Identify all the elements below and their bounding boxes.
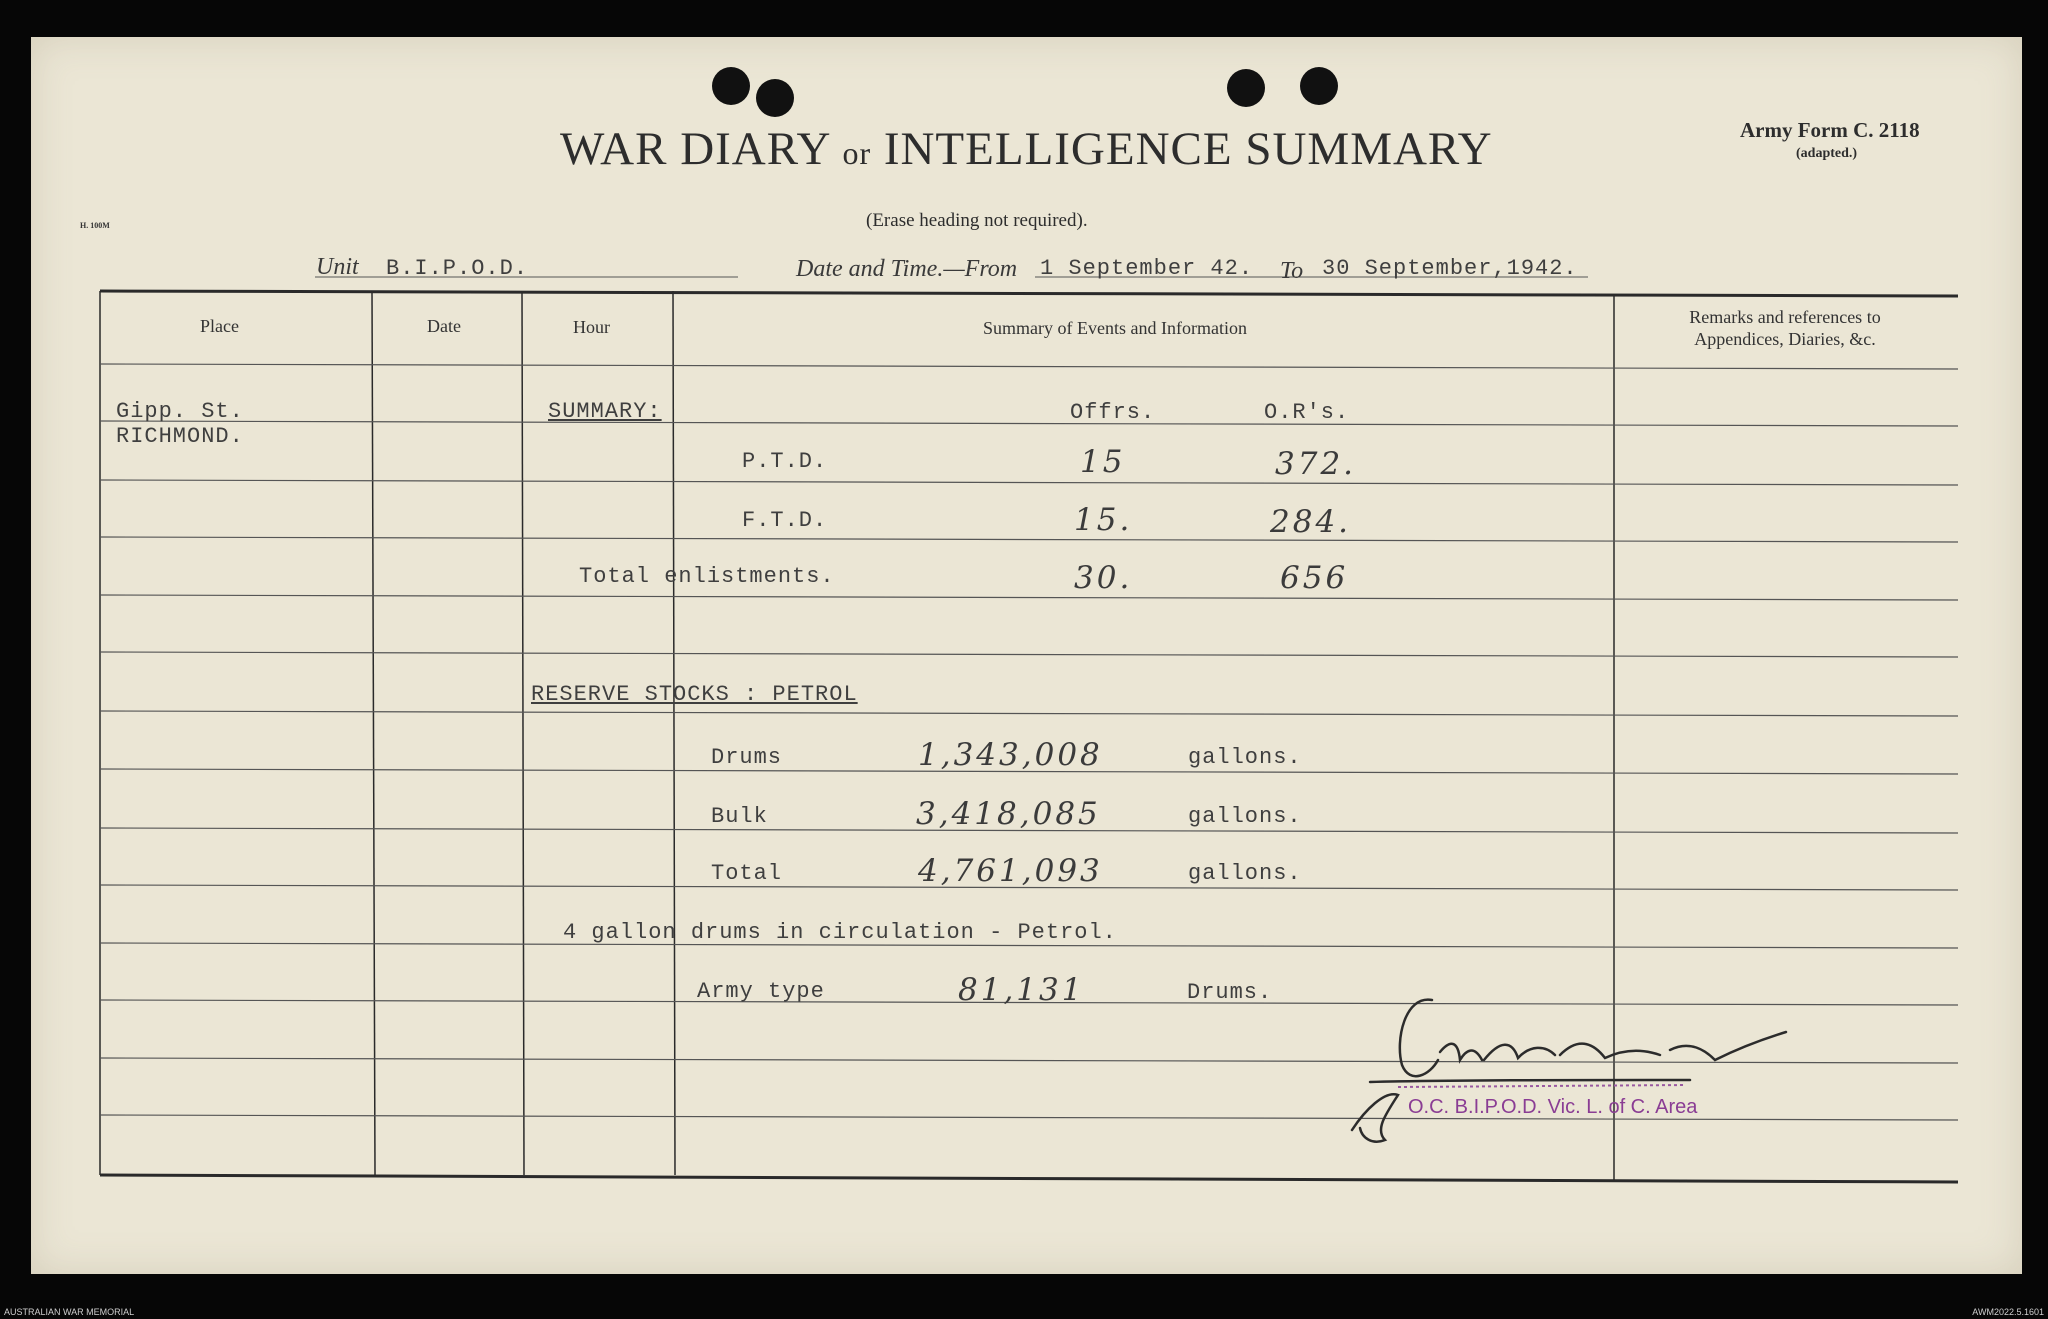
drums-circulation-line: 4 gallon drums in circulation - Petrol.: [563, 920, 1117, 945]
unit-label: Unit: [316, 254, 359, 280]
ftd-ors: 284.: [1270, 504, 1352, 540]
date-to-value: 30 September,1942.: [1322, 256, 1578, 281]
total-gallons-unit: gallons.: [1188, 861, 1302, 886]
date-time-label: Date and Time.—From: [796, 256, 1018, 282]
bulk-unit: gallons.: [1188, 804, 1302, 829]
drums-value: 1,343,008: [918, 737, 1103, 773]
total-offrs: 30.: [1074, 560, 1133, 596]
total-gallons-label: Total: [711, 861, 783, 886]
date-to-label: To: [1280, 258, 1304, 284]
drums-label: Drums: [711, 745, 783, 770]
total-ors: 656: [1280, 560, 1349, 596]
summary-heading: SUMMARY:: [548, 399, 662, 424]
place-line-2: RICHMOND.: [116, 424, 244, 449]
print-code: H. 100M: [80, 221, 110, 230]
document-subtitle: (Erase heading not required).: [866, 210, 1088, 231]
footer-institution: AUSTRALIAN WAR MEMORIAL: [4, 1307, 135, 1317]
army-type-value: 81,131: [958, 972, 1085, 1008]
unit-value: B.I.P.O.D.: [386, 256, 529, 281]
column-header-summary: Summary of Events and Information: [983, 318, 1247, 338]
army-type-label: Army type: [697, 979, 825, 1004]
ptd-ors: 372.: [1275, 446, 1357, 482]
bulk-label: Bulk: [711, 804, 768, 829]
total-enlistments-label: Total enlistments.: [579, 564, 835, 589]
date-from-value: 1 September 42.: [1040, 256, 1254, 281]
total-gallons-value: 4,761,093: [918, 853, 1103, 889]
footer-accession-number: AWM2022.5.1601: [1972, 1307, 2044, 1317]
ftd-label: F.T.D.: [742, 508, 828, 533]
column-header-remarks: Remarks and references to Appendices, Diaries, &c.: [1689, 307, 1881, 349]
army-type-unit: Drums.: [1187, 980, 1273, 1005]
column-header-date: Date: [427, 316, 461, 336]
oc-stamp: O.C. B.I.P.O.D. Vic. L. of C. Area: [1408, 1096, 1698, 1118]
army-form-number: Army Form C. 2118: [1740, 118, 1920, 142]
place-line-1: Gipp. St.: [116, 399, 244, 424]
column-header-place: Place: [200, 316, 239, 336]
reserve-stocks-heading: RESERVE STOCKS : PETROL: [531, 682, 858, 707]
bulk-value: 3,418,085: [916, 796, 1101, 832]
ftd-offrs: 15.: [1074, 502, 1133, 538]
document-title: WAR DIARY or INTELLIGENCE SUMMARY: [560, 123, 1493, 175]
drums-unit: gallons.: [1188, 745, 1302, 770]
column-header-hour: Hour: [573, 317, 610, 337]
ptd-offrs: 15: [1080, 444, 1126, 480]
ors-column-label: O.R's.: [1264, 400, 1350, 425]
offrs-column-label: Offrs.: [1070, 400, 1156, 425]
ptd-label: P.T.D.: [742, 449, 828, 474]
form-adapted-note: (adapted.): [1796, 146, 1858, 161]
